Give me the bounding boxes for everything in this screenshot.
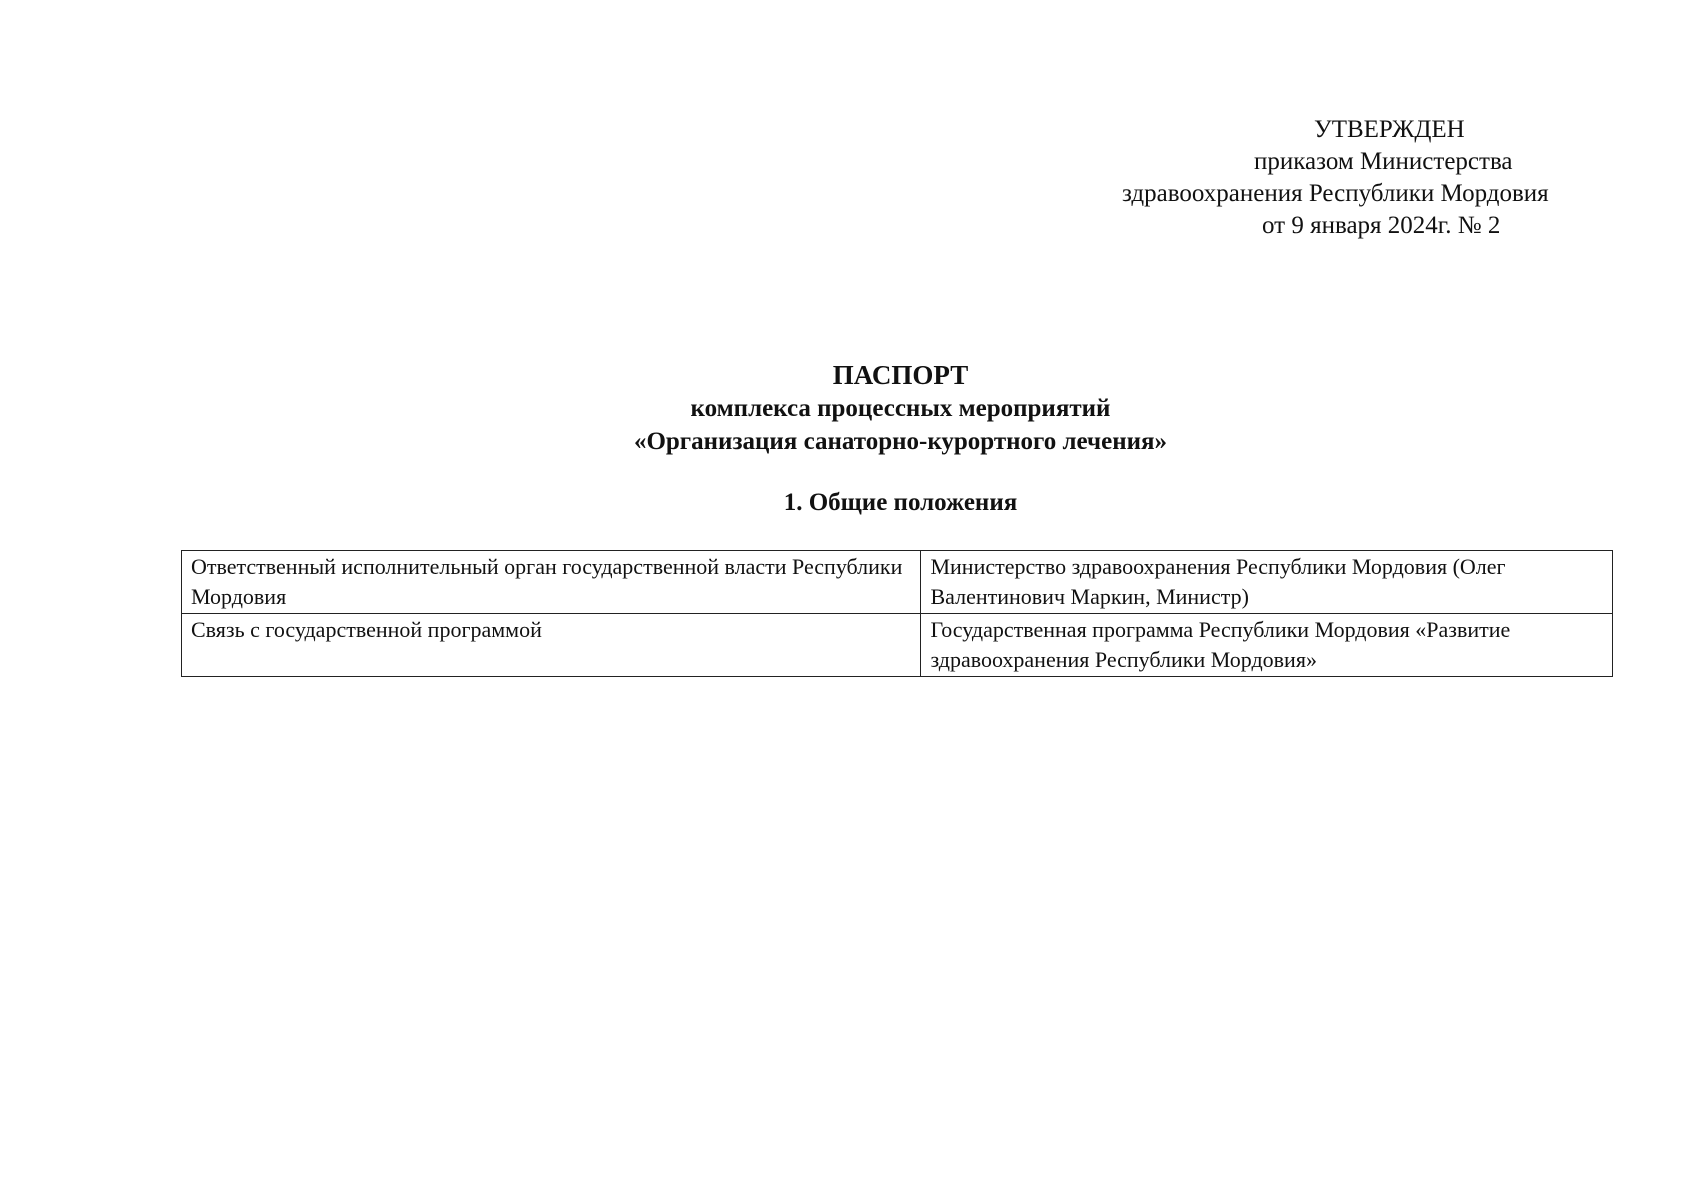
document-title-subtitle: комплекса процессных мероприятий (690, 395, 1111, 422)
approval-order-line: приказом Министерства (1254, 148, 1513, 175)
section-heading: 1. Общие положения (783, 489, 1018, 516)
approval-ministry-line: здравоохранения Республики Мордовия (1122, 180, 1549, 207)
approval-stamp (1105, 114, 1625, 242)
document-title-program-name: «Организация санаторно-курортного лечения» (633, 428, 1168, 455)
document-title-main: ПАСПОРТ (832, 360, 969, 390)
table-cell-value: Министерство здравоохранения Республики Мордовия (Олег Валентинович Маркин, Министр) (921, 551, 1613, 614)
approval-title: УТВЕРЖДЕН (1314, 116, 1465, 143)
table-cell-label: Связь с государственной программой (182, 614, 921, 677)
table-row (182, 551, 1613, 614)
approval-date-line: от 9 января 2024г. № 2 (1262, 212, 1501, 239)
table-cell-value: Государственная программа Республики Мордовия «Развитие здравоохранения Республики Мордовия» (921, 614, 1613, 677)
general-provisions-table (181, 550, 1613, 677)
table-row (182, 614, 1613, 677)
table-cell-label: Ответственный исполнительный орган государственной власти Республики Мордовия (182, 551, 921, 614)
document-title (0, 358, 1698, 458)
